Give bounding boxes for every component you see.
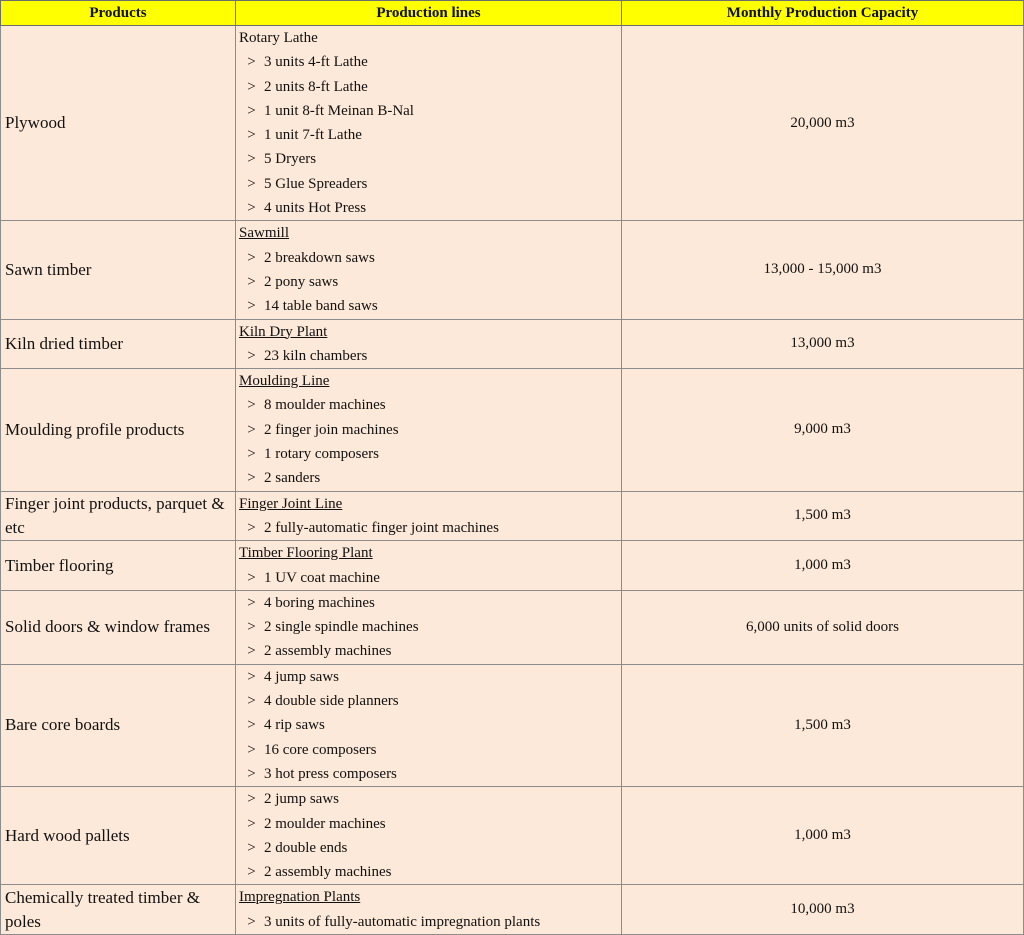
table-row bbox=[1, 221, 1024, 319]
product-cell: Solid doors & window frames bbox=[1, 590, 236, 664]
table-row bbox=[1, 664, 1024, 786]
machine-item bbox=[239, 615, 618, 639]
bullet-arrow-icon: > bbox=[247, 249, 256, 266]
machine-item-label: 2 sanders bbox=[264, 470, 321, 487]
production-line-heading: Impregnation Plants bbox=[239, 889, 361, 906]
capacity-cell: 13,000 - 15,000 m3 bbox=[622, 221, 1024, 319]
machine-item-label: 2 jump saws bbox=[264, 791, 339, 808]
capacity-cell: 10,000 m3 bbox=[622, 885, 1024, 935]
capacity-cell: 13,000 m3 bbox=[622, 319, 1024, 369]
capacity-cell: 1,000 m3 bbox=[622, 787, 1024, 885]
bullet-arrow-icon: > bbox=[247, 78, 256, 95]
bullet-arrow-icon: > bbox=[247, 668, 256, 685]
machine-item bbox=[239, 910, 618, 934]
table-row bbox=[1, 26, 1024, 221]
machine-item bbox=[239, 344, 618, 368]
production-lines-cell bbox=[236, 664, 622, 786]
machine-item-label: 2 breakdown saws bbox=[264, 249, 375, 266]
machine-item-label: 5 Glue Spreaders bbox=[264, 175, 368, 192]
machine-item bbox=[239, 270, 618, 294]
machine-item bbox=[239, 172, 618, 196]
machine-item bbox=[239, 123, 618, 147]
production-lines-cell bbox=[236, 26, 622, 221]
bullet-arrow-icon: > bbox=[247, 175, 256, 192]
bullet-arrow-icon: > bbox=[247, 54, 256, 71]
header-row bbox=[1, 1, 1024, 26]
capacity-cell: 20,000 m3 bbox=[622, 26, 1024, 221]
product-cell: Kiln dried timber bbox=[1, 319, 236, 369]
machine-item-label: 2 double ends bbox=[264, 839, 348, 856]
bullet-arrow-icon: > bbox=[247, 347, 256, 364]
bullet-arrow-icon: > bbox=[247, 470, 256, 487]
production-line-heading: Rotary Lathe bbox=[239, 30, 318, 46]
machine-item bbox=[239, 713, 618, 737]
machine-item-label: 4 units Hot Press bbox=[264, 200, 367, 217]
bullet-arrow-icon: > bbox=[247, 839, 256, 856]
machine-item bbox=[239, 196, 618, 220]
machine-item bbox=[239, 665, 618, 689]
product-cell: Sawn timber bbox=[1, 221, 236, 319]
machine-item bbox=[239, 393, 618, 417]
table-row bbox=[1, 590, 1024, 664]
machine-item-label: 2 finger join machines bbox=[264, 421, 399, 438]
machine-item-label: 2 fully-automatic finger joint machines bbox=[264, 519, 499, 536]
capacity-cell: 1,500 m3 bbox=[622, 491, 1024, 541]
bullet-arrow-icon: > bbox=[247, 594, 256, 611]
bullet-arrow-icon: > bbox=[247, 446, 256, 463]
machine-item-label: 4 jump saws bbox=[264, 668, 339, 685]
bullet-arrow-icon: > bbox=[247, 102, 256, 119]
capacity-cell: 6,000 units of solid doors bbox=[622, 590, 1024, 664]
bullet-arrow-icon: > bbox=[247, 397, 256, 414]
machine-item bbox=[239, 516, 618, 540]
bullet-arrow-icon: > bbox=[247, 127, 256, 144]
machine-item-label: 4 double side planners bbox=[264, 693, 399, 710]
machine-item-label: 2 pony saws bbox=[264, 273, 339, 290]
table-row bbox=[1, 885, 1024, 935]
production-line-heading: Timber Flooring Plant bbox=[239, 545, 373, 562]
production-lines-cell bbox=[236, 787, 622, 885]
machine-item bbox=[239, 466, 618, 490]
machine-item bbox=[239, 75, 618, 99]
machine-item bbox=[239, 762, 618, 786]
capacity-cell: 1,500 m3 bbox=[622, 664, 1024, 786]
bullet-arrow-icon: > bbox=[247, 741, 256, 758]
bullet-arrow-icon: > bbox=[247, 815, 256, 832]
production-lines-cell bbox=[236, 541, 622, 591]
machine-item-label: 1 unit 8-ft Meinan B-Nal bbox=[264, 102, 414, 119]
table-body bbox=[1, 26, 1024, 935]
bullet-arrow-icon: > bbox=[247, 569, 256, 586]
header-monthly-capacity: Monthly Production Capacity bbox=[622, 1, 1024, 26]
machine-item bbox=[239, 418, 618, 442]
bullet-arrow-icon: > bbox=[247, 765, 256, 782]
table-row bbox=[1, 541, 1024, 591]
machine-item bbox=[239, 294, 618, 318]
production-lines-cell bbox=[236, 221, 622, 319]
table-row bbox=[1, 369, 1024, 491]
bullet-arrow-icon: > bbox=[247, 717, 256, 734]
header-production-lines: Production lines bbox=[236, 1, 622, 26]
table-row bbox=[1, 491, 1024, 541]
machine-item-label: 1 rotary composers bbox=[264, 446, 379, 463]
machine-item-label: 1 unit 7-ft Lathe bbox=[264, 127, 362, 144]
machine-item bbox=[239, 50, 618, 74]
machine-item-label: 2 moulder machines bbox=[264, 815, 386, 832]
machine-item-label: 4 rip saws bbox=[264, 717, 325, 734]
machine-item bbox=[239, 591, 618, 615]
bullet-arrow-icon: > bbox=[247, 298, 256, 315]
production-lines-cell bbox=[236, 590, 622, 664]
header-products: Products bbox=[1, 1, 236, 26]
bullet-arrow-icon: > bbox=[247, 913, 256, 930]
machine-item-label: 2 assembly machines bbox=[264, 643, 392, 660]
machine-item bbox=[239, 860, 618, 884]
machine-item-label: 2 assembly machines bbox=[264, 864, 392, 881]
table-row bbox=[1, 319, 1024, 369]
machine-item bbox=[239, 147, 618, 171]
machine-item-label: 2 units 8-ft Lathe bbox=[264, 78, 368, 95]
production-lines-cell bbox=[236, 369, 622, 491]
product-cell: Hard wood pallets bbox=[1, 787, 236, 885]
production-line-heading: Sawmill bbox=[239, 225, 290, 242]
machine-item-label: 5 Dryers bbox=[264, 151, 317, 168]
bullet-arrow-icon: > bbox=[247, 200, 256, 217]
bullet-arrow-icon: > bbox=[247, 693, 256, 710]
machine-item-label: 3 hot press composers bbox=[264, 765, 397, 782]
bullet-arrow-icon: > bbox=[247, 421, 256, 438]
machine-item-label: 14 table band saws bbox=[264, 298, 378, 315]
table-row bbox=[1, 787, 1024, 885]
machine-item bbox=[239, 836, 618, 860]
capacity-cell: 9,000 m3 bbox=[622, 369, 1024, 491]
product-cell: Finger joint products, parquet & etc bbox=[1, 491, 236, 541]
production-lines-cell bbox=[236, 319, 622, 369]
bullet-arrow-icon: > bbox=[247, 643, 256, 660]
production-line-heading: Kiln Dry Plant bbox=[239, 323, 328, 340]
machine-item bbox=[239, 639, 618, 663]
production-lines-cell bbox=[236, 885, 622, 935]
machine-item-label: 2 single spindle machines bbox=[264, 619, 419, 636]
machine-item bbox=[239, 99, 618, 123]
machine-item bbox=[239, 246, 618, 270]
capacity-cell: 1,000 m3 bbox=[622, 541, 1024, 591]
machine-item-label: 3 units 4-ft Lathe bbox=[264, 54, 368, 71]
production-line-heading: Moulding Line bbox=[239, 373, 330, 390]
machine-item-label: 8 moulder machines bbox=[264, 397, 386, 414]
product-cell: Plywood bbox=[1, 26, 236, 221]
bullet-arrow-icon: > bbox=[247, 864, 256, 881]
bullet-arrow-icon: > bbox=[247, 273, 256, 290]
machine-item-label: 4 boring machines bbox=[264, 594, 375, 611]
bullet-arrow-icon: > bbox=[247, 519, 256, 536]
product-cell: Moulding profile products bbox=[1, 369, 236, 491]
machine-item bbox=[239, 787, 618, 811]
machine-item bbox=[239, 442, 618, 466]
product-cell: Chemically treated timber & poles bbox=[1, 885, 236, 935]
product-cell: Timber flooring bbox=[1, 541, 236, 591]
machine-item bbox=[239, 689, 618, 713]
bullet-arrow-icon: > bbox=[247, 619, 256, 636]
machine-item-label: 1 UV coat machine bbox=[264, 569, 380, 586]
production-lines-cell bbox=[236, 491, 622, 541]
machine-item bbox=[239, 566, 618, 590]
machine-item-label: 3 units of fully-automatic impregnation plants bbox=[264, 913, 541, 930]
machine-item-label: 23 kiln chambers bbox=[264, 347, 368, 364]
machine-item bbox=[239, 812, 618, 836]
bullet-arrow-icon: > bbox=[247, 791, 256, 808]
bullet-arrow-icon: > bbox=[247, 151, 256, 168]
machine-item-label: 16 core composers bbox=[264, 741, 377, 758]
product-cell: Bare core boards bbox=[1, 664, 236, 786]
machine-item bbox=[239, 738, 618, 762]
production-line-heading: Finger Joint Line bbox=[239, 495, 343, 512]
